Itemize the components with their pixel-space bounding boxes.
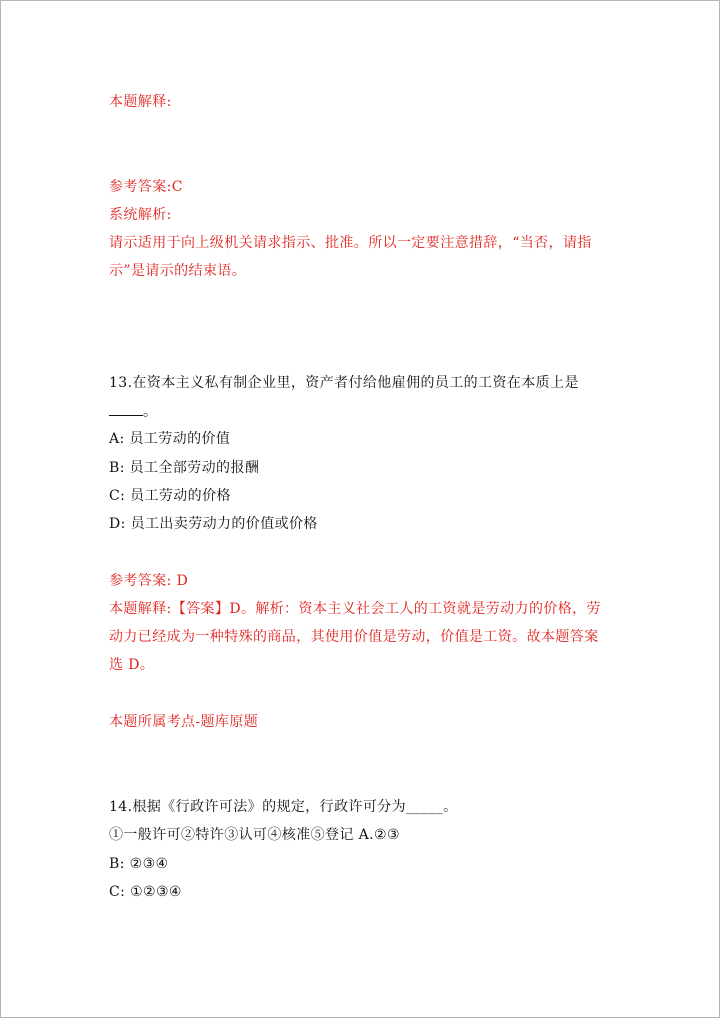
q14-question-line-1: 14.根据《行政许可法》的规定，行政许可分为_____。 [109, 799, 458, 815]
q14-option-b: B: ②③④ [109, 856, 169, 872]
q13-option-c: C: 员工劳动的价格 [109, 488, 231, 504]
q12-analysis-line-1: 请示适用于向上级机关请求指示、批准。所以一定要注意措辞，“当否，请指 [109, 235, 592, 251]
q13-explanation-line-3: 选 D。 [109, 657, 155, 673]
q13-explanation-line-1: 本题解释:【答案】D。解析：资本主义社会工人的工资就是劳动力的价格，劳 [109, 601, 601, 617]
q14-option-c: C: ①②③④ [109, 884, 182, 900]
q13-option-a: A: 员工劳动的价值 [109, 431, 231, 447]
q14-items-line: ①一般许可②特许③认可④核准⑤登记 A.②③ [109, 827, 400, 843]
q13-option-d: D: 员工出卖劳动力的价值或价格 [109, 516, 318, 532]
q12-analysis-line-2: 示”是请示的结束语。 [109, 263, 247, 279]
q12-answer-label: 参考答案:C [109, 179, 183, 195]
q13-option-b: B: 员工全部劳动的报酬 [109, 460, 260, 476]
q12-system-analysis-label: 系统解析: [109, 207, 172, 223]
q13-answer-blank [109, 401, 143, 416]
q13-question-line-1: 13.在资本主义私有制企业里，资产者付给他雇佣的员工的工资在本质上是 [109, 375, 579, 391]
q13-source-label: 本题所属考点-题库原题 [109, 714, 259, 730]
q13-explanation-line-2: 动力已经成为一种特殊的商品，其使用价值是劳动，价值是工资。故本题答案 [109, 629, 599, 645]
q12-explanation-label: 本题解释: [109, 94, 172, 110]
q13-question-period: 。 [143, 404, 158, 420]
q13-question-line-2 [109, 401, 157, 422]
q13-answer-label: 参考答案: D [109, 573, 189, 589]
